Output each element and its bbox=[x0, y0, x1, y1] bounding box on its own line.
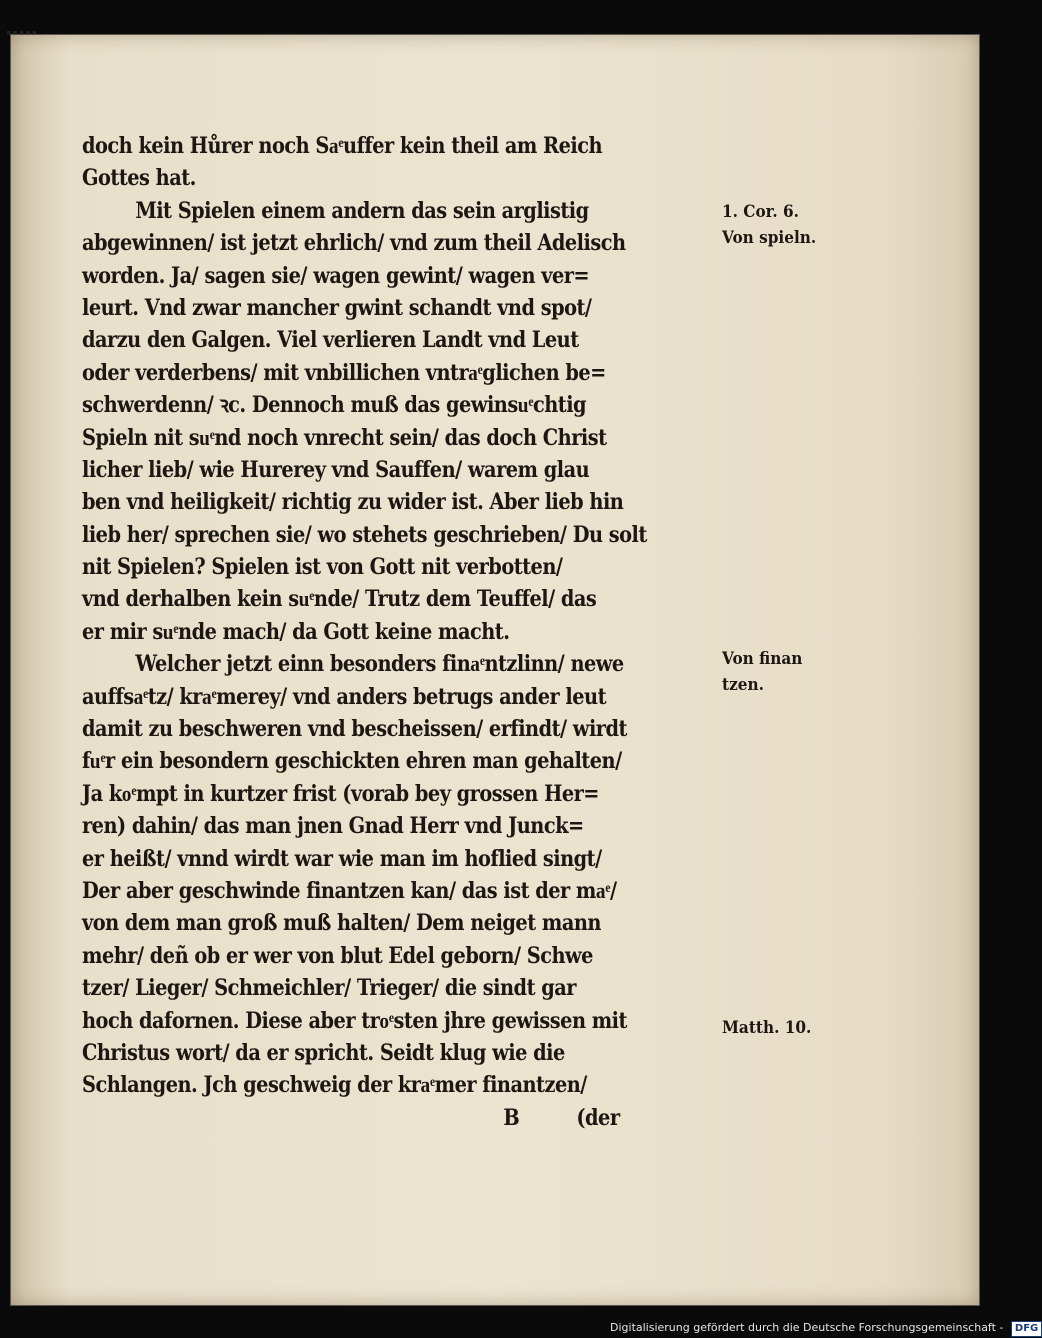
marginal-note-spieln: Von spieln. bbox=[722, 228, 817, 248]
scan-corner-label bbox=[6, 28, 64, 40]
text-line: ren) dahin/ das man jnen Gnad Herr vnd Junck= bbox=[82, 813, 584, 840]
text-line: licher lieb/ wie Hurerey vnd Sauffen/ warem glau bbox=[82, 456, 590, 483]
text-line: er mir suͤnde mach/ da Gott keine macht. bbox=[82, 618, 510, 645]
text-line: Der aber geschwinde finantzen kan/ das ist der maͤ/ bbox=[82, 877, 617, 904]
text-line: vnd derhalben kein suͤnde/ Trutz dem Teuffel/ das bbox=[82, 586, 597, 613]
text-line: er heißt/ vnnd wirdt war wie man im hoflied singt/ bbox=[82, 845, 602, 872]
text-line: mehr/ deñ ob er wer von blut Edel geborn/ Schwe bbox=[82, 942, 593, 969]
text-line: lieb her/ sprechen sie/ wo stehets geschrieben/ Du solt bbox=[82, 521, 647, 548]
text-line: abgewinnen/ ist jetzt ehrlich/ vnd zum theil Adelisch bbox=[82, 230, 626, 257]
text-line: Ja koͤmpt in kurtzer frist (vorab bey grossen Her= bbox=[82, 780, 600, 807]
text-line: schwerdenn/ ꝛc. Dennoch muß das gewinsuͤchtig bbox=[82, 392, 587, 419]
text-line: Schlangen. Jch geschweig der kraͤmer finantzen/ bbox=[82, 1072, 587, 1099]
text-line: hoch dafornen. Diese aber troͤsten jhre gewissen mit bbox=[82, 1007, 627, 1034]
marginal-note-finanzen: Von finan bbox=[722, 649, 803, 669]
text-line: tzer/ Lieger/ Schmeichler/ Trieger/ die sindt gar bbox=[82, 975, 576, 1002]
text-line: Welcher jetzt einn besonders finaͤntzlinn/ newe bbox=[135, 651, 624, 678]
text-line: fuͤr ein besondern geschickten ehren man gehalten/ bbox=[82, 748, 622, 775]
signature-mark: B bbox=[503, 1104, 520, 1131]
dfg-logo: DFG bbox=[1011, 1321, 1042, 1337]
text-line: von dem man groß muß halten/ Dem neiget mann bbox=[82, 910, 601, 937]
marginal-note-cor: 1. Cor. 6. bbox=[722, 202, 799, 222]
text-line: Spieln nit suͤnd noch vnrecht sein/ das doch Christ bbox=[82, 424, 607, 451]
funding-footer bbox=[610, 1318, 1039, 1338]
text-line: ben vnd heiligkeit/ richtig zu wider ist. Aber lieb hin bbox=[82, 489, 624, 516]
marginal-note-finanzen-cont: tzen. bbox=[722, 675, 764, 695]
text-line: auffsaͤtz/ kraͤmerey/ vnd anders betrugs ander leut bbox=[82, 683, 607, 710]
text-line: oder verderbens/ mit vnbillichen vntraͤglichen be= bbox=[82, 359, 606, 386]
text-line: Christus wort/ da er spricht. Seidt klug wie die bbox=[82, 1039, 565, 1066]
text-line: doch kein Hůrer noch Saͤuffer kein theil am Reich bbox=[82, 133, 603, 159]
text-line: nit Spielen? Spielen ist von Gott nit verbotten/ bbox=[82, 554, 563, 581]
catchword: (der bbox=[576, 1104, 620, 1131]
text-line: damit zu beschweren vnd bescheissen/ erfindt/ wirdt bbox=[82, 716, 627, 743]
text-line: Mit Spielen einem andern das sein arglistig bbox=[135, 197, 589, 224]
text-line: darzu den Galgen. Viel verlieren Landt vnd Leut bbox=[82, 327, 579, 354]
text-line: worden. Ja/ sagen sie/ wagen gewint/ wagen ver= bbox=[82, 262, 590, 289]
text-line: leurt. Vnd zwar mancher gwint schandt vnd spot/ bbox=[82, 294, 592, 321]
page-body bbox=[82, 130, 722, 1134]
text-line: Gottes hat. bbox=[82, 165, 196, 192]
marginal-note-matth: Matth. 10. bbox=[722, 1018, 812, 1038]
signature-catchword-line bbox=[82, 1102, 632, 1134]
footer-text: Digitalisierung gefördert durch die Deutsche Forschungsgemeinschaft - bbox=[610, 1321, 1004, 1334]
